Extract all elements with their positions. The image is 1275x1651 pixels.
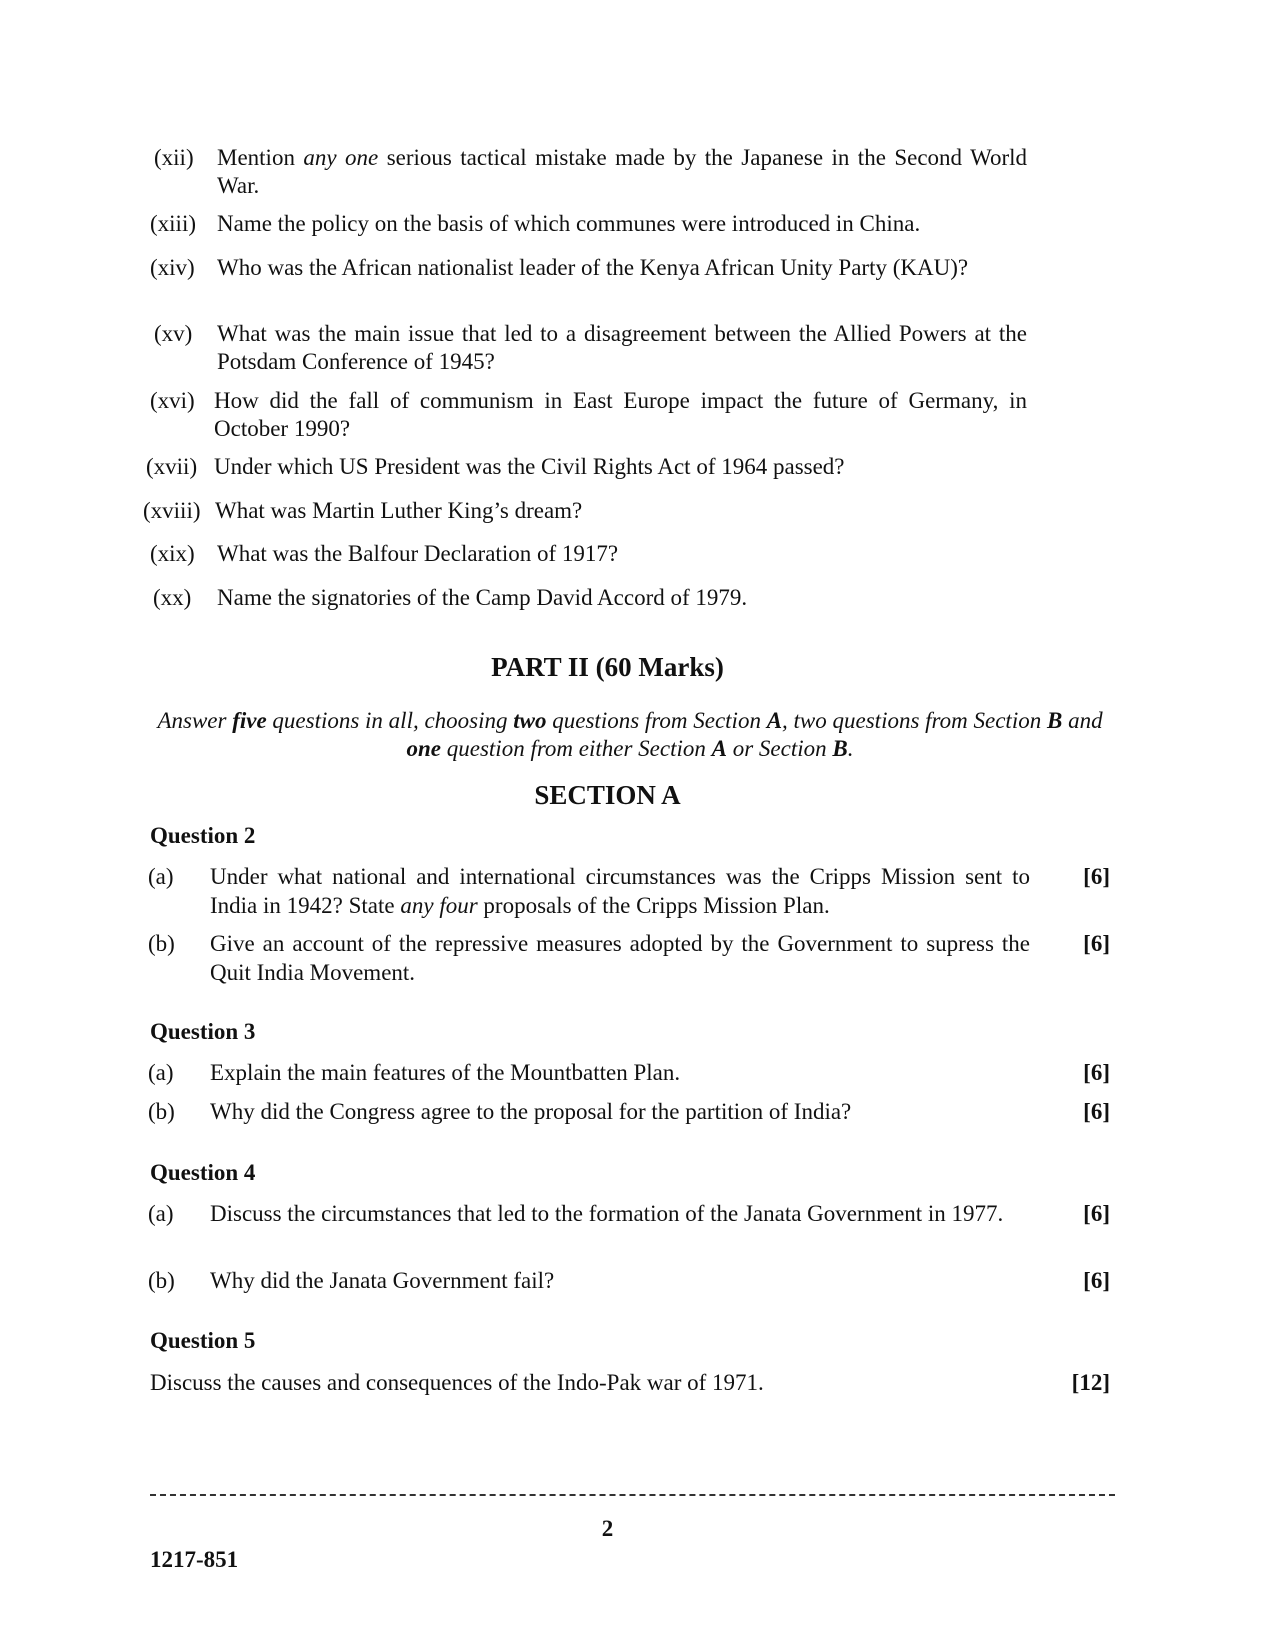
item-text: What was the main issue that led to a disagreement between the Allied Powers at the Potsdam Conference of 1945? [217,321,1027,374]
page-number: 2 [601,1516,614,1541]
part-label: (b) [148,931,175,956]
item-number: (xiii) [150,211,196,236]
marks-badge: [6] [1083,1201,1110,1226]
marks-badge: [6] [1083,864,1110,889]
question-item-xvi [150,387,1030,447]
part-label: (b) [148,1268,175,1293]
question-item-xx [150,584,1030,614]
question-heading: Question 2 [150,823,256,848]
part-text: Explain the main features of the Mountbatten Plan. [210,1060,681,1085]
divider [150,1494,1115,1496]
question-part [148,1199,1110,1259]
item-text: Who was the African nationalist leader of the Kenya African Unity Party (KAU)? [217,255,969,280]
marks-badge: [12] [1071,1370,1110,1395]
question-item-xiv [150,254,1030,314]
item-text: How did the fall of communism in East Europe impact the future of Germany, in October 1990? [214,388,1027,441]
item-text: What was Martin Luther King’s dream? [215,498,583,523]
question-item-xvii [146,453,1030,483]
item-number: (xvii) [146,454,198,479]
part-label: (a) [148,1201,174,1226]
question-part [148,862,1110,922]
question-part [148,1097,1110,1127]
question-heading: Question 3 [150,1019,256,1044]
item-text: Name the signatories of the Camp David Accord of 1979. [217,585,748,610]
item-number: (xvi) [150,388,195,413]
part-text: Discuss the causes and consequences of the Indo-Pak war of 1971. [150,1370,764,1395]
item-number: (xviii) [143,498,201,523]
item-text: What was the Balfour Declaration of 1917? [217,541,619,566]
question-item-xii [150,144,1030,204]
section-title: SECTION A [534,780,681,810]
part-label: (a) [148,1060,174,1085]
marks-badge: [6] [1083,1268,1110,1293]
item-number: (xv) [154,321,193,346]
instructions: Answer five questions in all, choosing two questions from Section A, two questions from Section B and one question from either Section A or Section B. [157,708,1103,761]
item-number: (xx) [153,585,192,610]
part-label: (b) [148,1099,175,1124]
item-number: (xii) [154,145,194,170]
marks-badge: [6] [1083,931,1110,956]
part-text: Why did the Congress agree to the proposal for the partition of India? [210,1099,852,1124]
question-item-xiii [150,210,1030,240]
question-heading: Question 4 [150,1160,256,1185]
marks-badge: [6] [1083,1099,1110,1124]
item-text: Mention any one serious tactical mistake made by the Japanese in the Second World War. [217,145,1027,198]
item-number: (xiv) [150,255,195,280]
question-part [148,1266,1110,1296]
question-part [148,1368,1110,1398]
question-heading: Question 5 [150,1328,256,1353]
item-number: (xix) [150,541,195,566]
paper-code: 1217-851 [150,1547,239,1572]
question-item-xv [150,320,1030,380]
question-part [148,929,1110,989]
part-text: Why did the Janata Government fail? [210,1268,555,1293]
part-text: Under what national and international circumstances was the Cripps Mission sent to India in 1942? State any four proposals of the Cripps Mission Plan. [210,864,1030,918]
item-text: Name the policy on the basis of which communes were introduced in China. [217,211,921,236]
question-part [148,1058,1110,1088]
item-text: Under which US President was the Civil Rights Act of 1964 passed? [214,454,845,479]
part-text: Give an account of the repressive measures adopted by the Government to supress the Quit India Movement. [210,931,1030,985]
question-item-xix [150,540,1030,570]
question-item-xviii [143,497,1030,527]
marks-badge: [6] [1083,1060,1110,1085]
part-label: (a) [148,864,174,889]
part-text: Discuss the circumstances that led to the formation of the Janata Government in 1977. [210,1201,1004,1226]
part-title: PART II (60 Marks) [491,652,724,682]
